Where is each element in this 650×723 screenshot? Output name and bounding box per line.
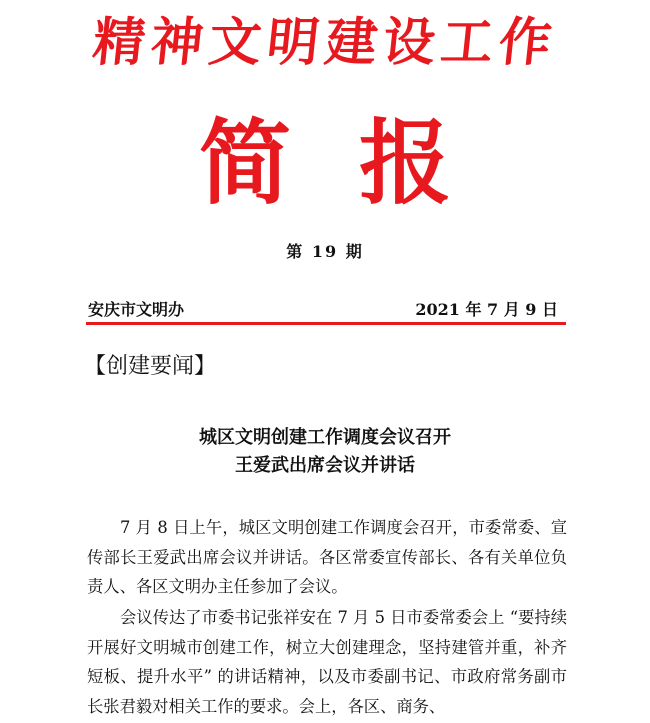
article-paragraph: 会议传达了市委书记张祥安在 7 月 5 日市委常委会上 “要持续开展好文明城市创建工作，树立大创建理念，坚持建管并重，补齐短板、提升水平” 的讲话精神，以及市委副书记、市政府常务副市长张君毅对相关工作的要求。会上，各区、商务、 bbox=[87, 608, 567, 716]
article-paragraph: 7 月 8 日上午，城区文明创建工作调度会召开，市委常委、宣传部长王爱武出席会议并讲话。各区常委宣传部长、各有关单位负责人、各区文明办主任参加了会议。 bbox=[87, 518, 567, 596]
red-divider bbox=[86, 322, 566, 325]
masthead-title: 精神文明建设工作 bbox=[89, 12, 561, 73]
report-title: 简报 bbox=[198, 109, 519, 217]
section-label: 【创建要闻】 bbox=[84, 354, 217, 379]
issue-date: 2021 年 7 月 9 日 bbox=[415, 300, 558, 319]
issuer: 安庆市文明办 bbox=[88, 300, 185, 319]
article-headline-line2: 王爱武出席会议并讲话 bbox=[235, 455, 415, 476]
issue-number: 第 19 期 bbox=[286, 242, 364, 261]
article-headline-line1: 城区文明创建工作调度会议召开 bbox=[199, 427, 451, 448]
